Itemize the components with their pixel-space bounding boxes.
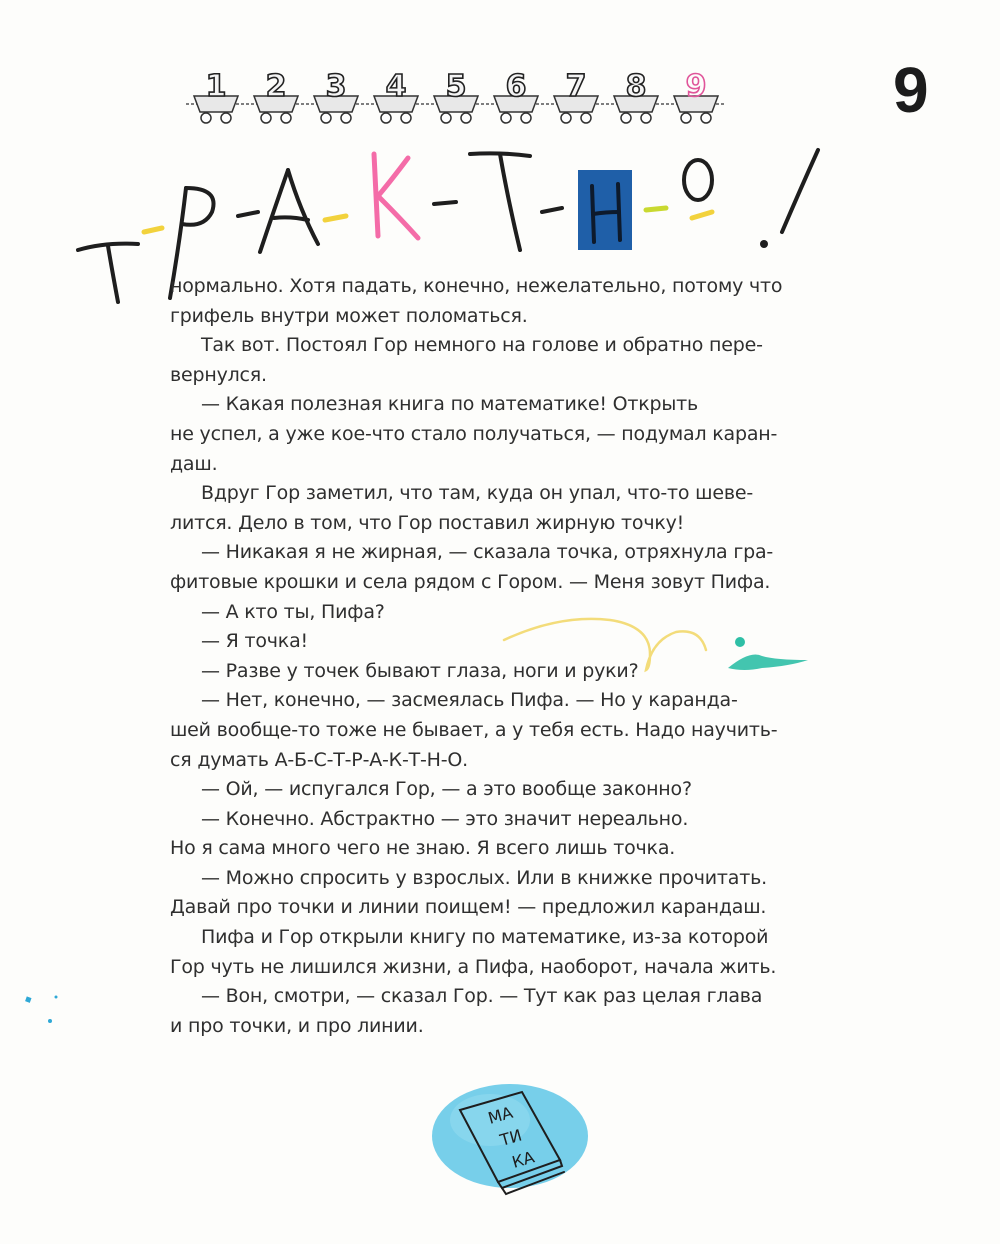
train-digit: 7	[565, 69, 587, 104]
dot-character-illustration	[500, 610, 820, 680]
text-line: грифель внутри может поломаться.	[170, 304, 528, 327]
text-line: даш.	[170, 452, 218, 475]
text-line: — Нет, конечно, — засмеялась Пифа. — Но у каранда-	[201, 689, 738, 712]
text-line: — Я точка!	[201, 630, 308, 653]
train-wagon	[674, 69, 718, 123]
text-line: — Можно спросить у взрослых. Или в книжке прочитать.	[201, 866, 767, 889]
train-digit: 9	[685, 69, 707, 104]
train-wagon	[614, 69, 658, 123]
text-line: — Какая полезная книга по математике! Открыть	[201, 393, 699, 416]
train-wagon	[374, 69, 418, 123]
text-line: — Никакая я не жирная, — сказала точка, отряхнула гра-	[201, 541, 774, 564]
page-number: 9	[893, 54, 929, 126]
text-line: Вдруг Гор заметил, что там, куда он упал, что-то шеве-	[201, 482, 753, 505]
text-line: Гор чуть не лишился жизни, а Пифа, наоборот, начала жить.	[170, 955, 777, 978]
text-line: и про точки, и про линии.	[170, 1014, 424, 1037]
text-line: — Конечно. Абстрактно — это значит нереально.	[201, 807, 689, 830]
number-train-illustration	[186, 62, 726, 132]
text-line: вернулся.	[170, 363, 267, 386]
train-wagon	[314, 69, 358, 123]
train-wagon	[434, 69, 478, 123]
train-digit: 1	[205, 69, 227, 104]
train-digit: 6	[505, 69, 527, 104]
train-wagon	[494, 69, 538, 123]
text-line: нормально. Хотя падать, конечно, нежелательно, потому что	[170, 275, 783, 297]
book-cover-letters: МА	[485, 1102, 515, 1128]
text-line: — Разве у точек бывают глаза, ноги и руки?	[201, 659, 639, 682]
train-digit: 2	[265, 69, 287, 104]
text-line: Пифа и Гор открыли книгу по математике, из-за которой	[201, 926, 769, 949]
text-line: лится. Дело в том, что Гор поставил жирную точку!	[170, 511, 685, 534]
text-line: шей вообще-то тоже не бывает, а у тебя есть. Надо научить-	[170, 718, 778, 741]
text-line: Так вот. Постоял Гор немного на голове и обратно пере-	[201, 334, 763, 357]
text-line: Давай про точки и линии поищем! — предложил карандаш.	[170, 896, 767, 919]
text-line: не успел, а уже кое-что стало получаться, — подумал каран-	[170, 422, 778, 445]
train-digit: 3	[325, 69, 347, 104]
text-line: фитовые крошки и села рядом с Гором. — Меня зовут Пифа.	[170, 570, 771, 593]
book-cover-letters: ТИ	[497, 1125, 525, 1150]
math-book-illustration	[420, 1070, 600, 1210]
text-line: Но я сама много чего не знаю. Я всего лишь точка.	[170, 837, 676, 860]
train-wagon	[554, 69, 598, 123]
train-digit: 5	[445, 69, 467, 104]
train-wagon	[254, 69, 298, 123]
decorative-dots	[20, 985, 80, 1035]
text-line: — Ой, — испугался Гор, — а это вообще законно?	[201, 778, 692, 801]
text-line: ся думать А-Б-С-Т-Р-А-К-Т-Н-О.	[170, 748, 469, 771]
text-line: — А кто ты, Пифа?	[201, 600, 385, 623]
text-line: — Вон, смотри, — сказал Гор. — Тут как раз целая глава	[201, 985, 763, 1008]
train-digit: 4	[385, 69, 407, 104]
train-digit: 8	[625, 69, 647, 104]
train-wagon	[194, 69, 238, 123]
book-cover-letters: КА	[509, 1147, 537, 1172]
